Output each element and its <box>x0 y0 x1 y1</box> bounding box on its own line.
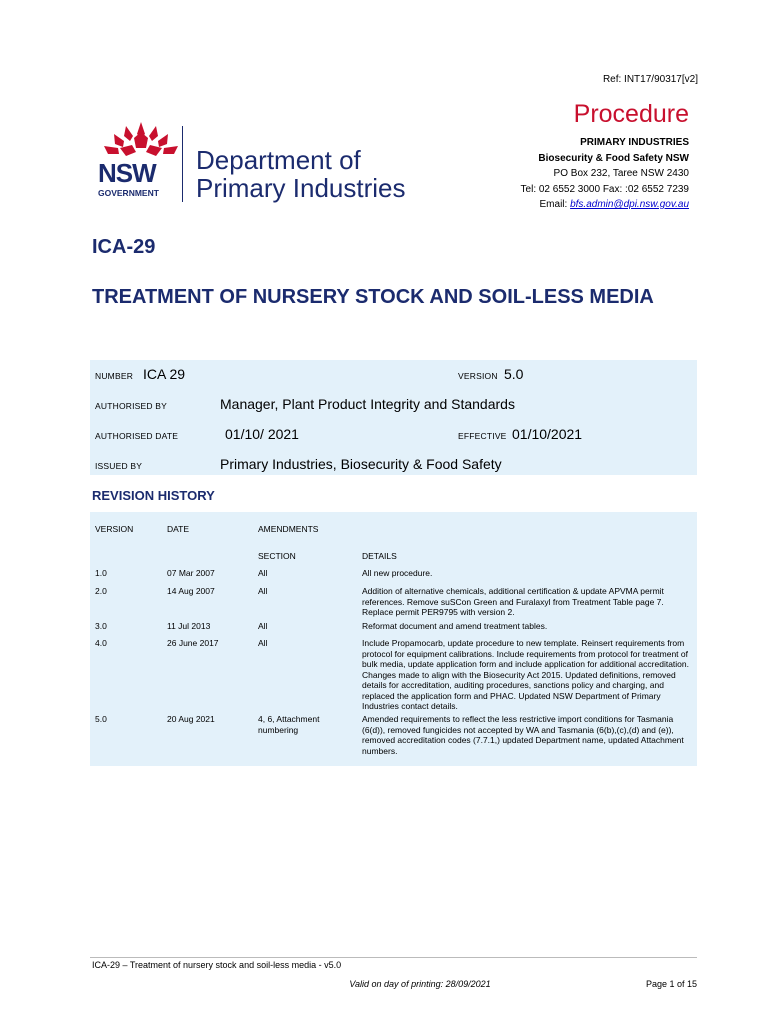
row-details: Reformat document and amend treatment tables. <box>362 621 548 631</box>
row-date: 26 June 2017 <box>167 638 219 648</box>
issued-by-value: Primary Industries, Biosecurity & Food Safety <box>220 456 502 472</box>
row-version: 4.0 <box>95 638 107 648</box>
row-version: 5.0 <box>95 714 107 724</box>
row-details: Addition of alternative chemicals, additional certification & update APVMA permit references. Remove suSCon Green and Furalaxyl from Treatment Table page 7. Replace permit PER9795 with version 2. <box>362 586 664 617</box>
row-details: Amended requirements to reflect the less restrictive import conditions for Tasmania (6(d)), removed fungicides not accepted by WA and Tasmania (6(b),(c),(d) and (e)), removed accreditation codes (7.7.1,) updated Department name, updated Attachment numbers. <box>362 714 684 756</box>
logo-divider <box>182 126 183 202</box>
row-date: 14 Aug 2007 <box>167 586 215 596</box>
government-wordmark: GOVERNMENT <box>98 188 159 198</box>
number-value: ICA 29 <box>143 366 186 382</box>
authorised-by-label: AUTHORISED BY <box>95 401 168 411</box>
row-details: All new procedure. <box>362 568 433 578</box>
footer-divider <box>90 957 697 958</box>
row-details: Include Propamocarb, update procedure to new template. Reinsert requirements from protocol for equipment calibrations. Include requirements from protocol for treatment of bulk media, update application form and include application for additional accreditation. Changes made to align with the Biosecurity Act 2015. Updated definitions, removed details for accreditation, auditing procedures, sanctions policy and charging, and replaced the application form and PHAC. Updated NSW Department of Primary Industries contact details. <box>362 638 689 711</box>
revision-history-heading: REVISION HISTORY <box>92 488 215 503</box>
email-link[interactable]: bfs.admin@dpi.nsw.gov.au <box>570 199 689 210</box>
department-name-line1: Department of <box>196 145 361 175</box>
issued-by-label: ISSUED BY <box>95 461 143 471</box>
row-version: 1.0 <box>95 568 107 578</box>
row-section: All <box>258 638 268 648</box>
row-version: 2.0 <box>95 586 107 596</box>
row-section: All <box>258 621 268 631</box>
col-date-header: DATE <box>167 524 190 534</box>
number-label: NUMBER <box>95 371 134 381</box>
row-date: 07 Mar 2007 <box>167 568 215 578</box>
department-name-line2: Primary Industries <box>196 173 406 203</box>
version-value: 5.0 <box>504 366 524 382</box>
org-line-2: Biosecurity & Food Safety NSW <box>538 152 689 164</box>
reference-number: Ref: INT17/90317[v2] <box>602 74 698 85</box>
col-section-header: SECTION <box>258 551 296 561</box>
row-date: 11 Jul 2013 <box>167 621 211 631</box>
org-email-line <box>440 197 689 213</box>
document-number: ICA-29 <box>92 236 156 258</box>
nsw-dpi-logo <box>96 118 446 208</box>
org-line-4: Tel: 02 6552 3000 Fax: :02 6552 7239 <box>520 183 689 195</box>
row-section: 4, 6, Attachment numbering <box>258 714 320 735</box>
footer-valid-date: Valid on day of printing: 28/09/2021 <box>349 979 491 989</box>
email-label: Email: <box>539 199 571 210</box>
document-title: TREATMENT OF NURSERY STOCK AND SOIL-LESS MEDIA <box>92 286 654 308</box>
version-label: VERSION <box>458 371 498 381</box>
footer-document-title: ICA-29 – Treatment of nursery stock and soil-less media - v5.0 <box>92 960 342 970</box>
authorised-by-value: Manager, Plant Product Integrity and Standards <box>220 396 515 412</box>
col-amendments-header: AMENDMENTS <box>258 524 319 534</box>
footer-page-number: Page 1 of 15 <box>645 979 697 989</box>
org-line-3: PO Box 232, Taree NSW 2430 <box>553 168 689 179</box>
effective-value: 01/10/2021 <box>512 426 583 442</box>
document-type: Procedure <box>573 100 689 128</box>
nsw-wordmark: NSW <box>98 158 156 188</box>
revision-history-table <box>90 512 697 766</box>
document-metadata-panel <box>90 360 697 475</box>
organisation-address <box>440 135 689 213</box>
row-section: All <box>258 568 268 578</box>
authorised-date-label: AUTHORISED DATE <box>95 431 179 441</box>
effective-label: EFFECTIVE <box>458 431 507 441</box>
row-version: 3.0 <box>95 621 107 631</box>
authorised-date-value: 01/10/ 2021 <box>225 426 299 442</box>
col-version-header: VERSION <box>95 524 134 534</box>
org-line-1: PRIMARY INDUSTRIES <box>580 137 689 148</box>
row-date: 20 Aug 2021 <box>167 714 215 724</box>
col-details-header: DETAILS <box>362 551 397 561</box>
row-section: All <box>258 586 268 596</box>
